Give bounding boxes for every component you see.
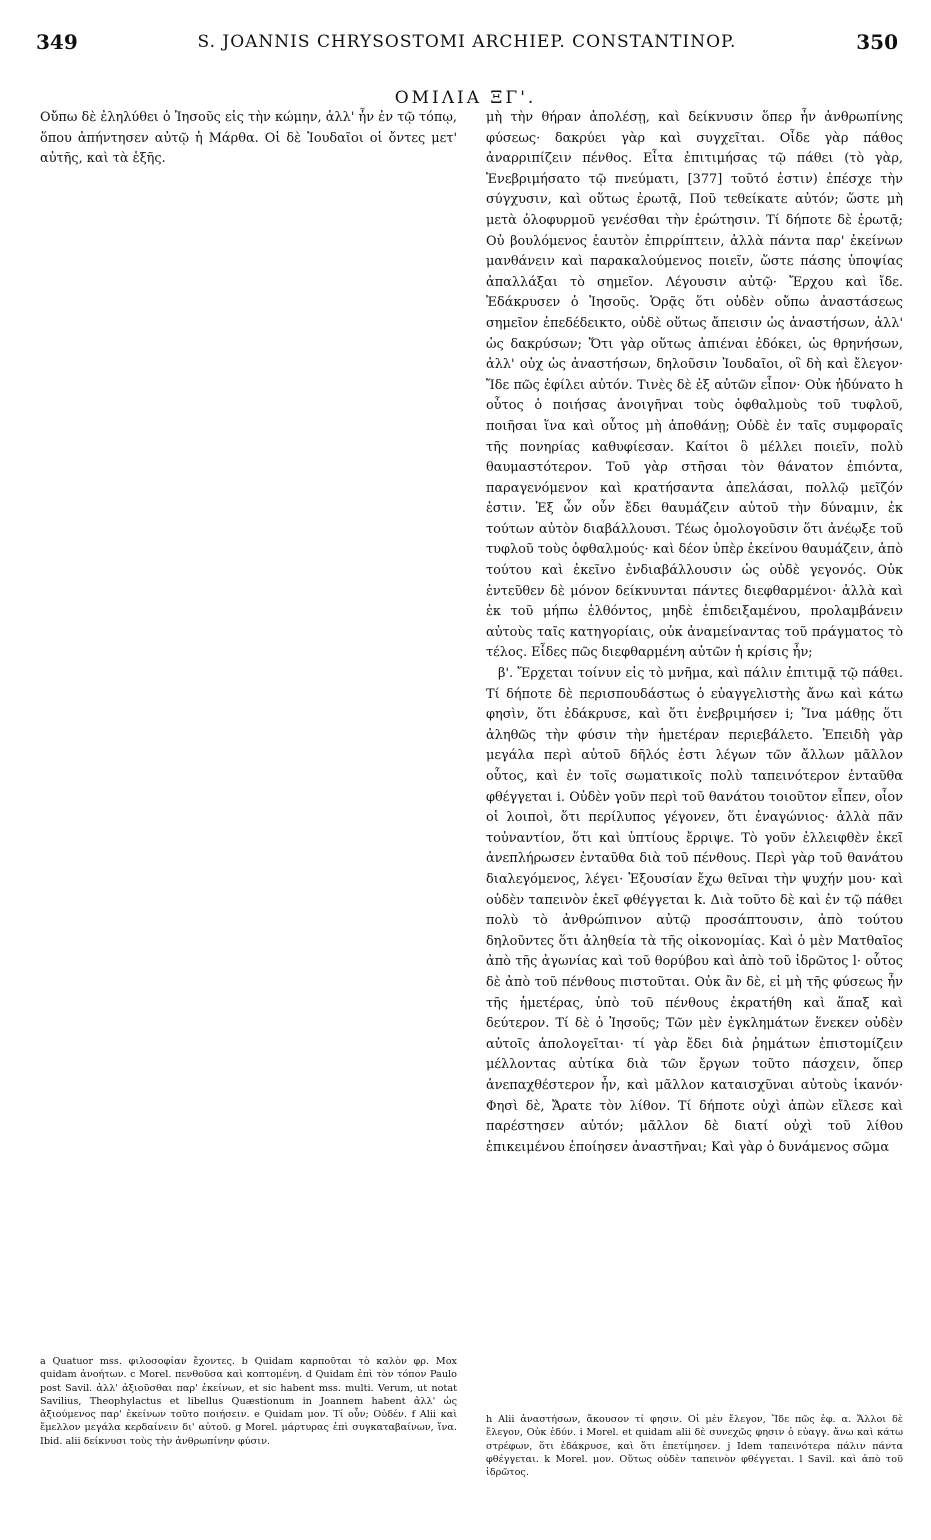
running-title: S. JOANNIS CHRYSOSTOMI ARCHIEP. CONSTANTINOP. <box>197 32 737 52</box>
left-column <box>40 108 457 170</box>
right-paragraph-2: β'. Ἔρχεται τοίνυν εἰς τὸ μνῆμα, καὶ πάλιν ἐπιτιμᾷ τῷ πάθει. Τί δήποτε δὲ περισπουδάστως ὁ εὐαγγελιστὴς ἄνω καὶ κάτω φησὶν, ὅτι ἐδάκρυσε, καὶ ὅτι ἐνεβριμήσεν i; Ἵνα μάθῃς ὅτι ἀληθῶς τὴν φύσιν τὴν ἡμετέραν περιεβάλετο. Ἐπειδὴ γὰρ μεγάλα περὶ αὐτοῦ δῆλός ἐστι λέγων τῶν ἄλλων μᾶλλον οὗτος, καὶ ἐν τοῖς σωματικοῖς πολὺ ταπεινότερον ἐνταῦθα φθέγγεται i. Οὐδὲν γοῦν περὶ τοῦ θανάτου τοιοῦτον εἶπεν, οἷον οἱ λοιποὶ, ὅτι περίλυπος γέγονεν, ὅτι ἐναγώνιος· ἀλλὰ πᾶν τοὐναντίον, ὅτι καὶ ὑπτίους ἔρριψε. Τὸ γοῦν ἐλλειφθὲν ἐκεῖ ἀνεπλήρωσεν ἐνταῦθα διὰ τοῦ πένθους. Περὶ γὰρ τοῦ θανάτου διαλεγόμενος, λέγει· Ἐξουσίαν ἔχω θεῖναι τὴν ψυχήν μου· καὶ οὐδὲν ταπεινὸν ἐκεῖ φθέγγεται k. Διὰ τοῦτο δὲ καὶ ἐν τῷ πάθει πολὺ τὸ ἀνθρώπινον αὐτῷ προσάπτουσιν, ἀπὸ τούτου δηλοῦντες ὅτι ἀληθεία τὰ τῆς οἰκονομίας. Καὶ ὁ μὲν Ματθαῖος ἀπὸ τῆς ἀγωνίας καὶ τοῦ θορύβου καὶ ἀπὸ τοῦ ἱδρῶτος l· οὗτος δὲ ἀπὸ τοῦ πένθους πιστοῦται. Οὐκ ἂν δὲ, εἰ μὴ τῆς φύσεως ἦν τῆς ἡμετέρας, ὑπὸ τοῦ πένθους ἐκρατήθη καὶ ἅπαξ καὶ δεύτερον. Τί δὲ ὁ Ἰησοῦς; Τῶν μὲν ἐγκλημάτων ἕνεκεν οὐδὲν αὐτοῖς ἀπολογεῖται· τί γὰρ ἔδει διὰ ῥημάτων ἐπιστομίζειν μέλλοντας αὐτίκα διὰ τῶν ἔργων τοῦτο πάσχειν, ὅπερ ἀνεπαχθέστερον ἦν, καὶ μᾶλλον καταισχῦναι αὐτοὺς ἱκανόν· Φησὶ δὲ, Ἄρατε τὸν λίθον. Τί δήποτε οὐχὶ ἀπὼν εἴλεσε καὶ παρέστησεν αὐτόν; μᾶλλον δὲ διατί οὐχὶ τοῦ λίθου ἐπικειμένου ἐποίησεν ἀναστῆναι; Καὶ γὰρ ὁ δυνάμενος σῶμα <box>486 666 903 1155</box>
footnote-block-right: h Alii ἀναστήσων, ἄκουσον τί φησιν. Οἱ μὲν ἔλεγον, Ἴδε πῶς ἐφ. α. Ἄλλοι δὲ ἔλεγον, Οὐκ ἐδύν. i Morel. et quidam alii δὲ συνεχῶς φησιν ὁ εὐαγγ. ἄνω καὶ κάτω στρέφων, ὅτι ἐδάκρυσε, καὶ ὅτι ἐπετίμησεν. j Idem ταπεινότερα πάλιν πάντα φθέγγεται. k Morel. μον. Οὕτως οὐδὲν ταπεινὸν φθέγγεται. l Savil. καὶ ἀπὸ τοῦ ἱδρῶτος. <box>486 1414 903 1479</box>
footnote-block-left: a Quatuor mss. φιλοσοφίαν ἔχοντες. b Quidam καρποῦται τὸ καλὸν φρ. Mox quidam ἀνοήτων. c Morel. πενθοῦσα καὶ κοπτομένη. d Quidam ἐπὶ τὸν τόπον Paulo post Savil. ἀλλ' ἀξιοῦσθαι παρ' ἐκείνων, et sic habent mss. multi. Verum, ut notat Savilius, Theophylactus et libellus Quæstionum in Joannem habent ἀλλ' ὡς ἀξιούμενος παρ' ἐκείνων τοῦτο ποιήσειν. e Quidam μον. Τί οὖν; Οὐδέν. f Alii καὶ ἔμελλον μεγάλα κερδαίνειν δι' αὐτοῦ. g Morel. μάρτυρας ἐπὶ συγκαταβαίνων, ἵνα. Ibid. alii δείκνυσι τοὺς τὴν ἀνθρωπίνην φύσιν. <box>40 1356 457 1447</box>
left-paragraph-1: Οὔπω δὲ ἐληλύθει ὁ Ἰησοῦς εἰς τὴν κώμην, ἀλλ' ἦν ἐν τῷ τόπῳ, ὅπου ἀπήντησεν αὐτῷ ἡ Μάρθα. Οἱ δὲ Ἰουδαῖοι οἱ ὄντες μετ' αὐτῆς, καὶ τὰ ἑξῆς. <box>40 110 457 167</box>
right-column <box>486 108 903 1158</box>
footnotes-left <box>40 1355 457 1448</box>
homily-title: ΟΜΙΛΙΑ ΞΓ'. <box>394 88 537 108</box>
right-paragraph-1: μὴ τὴν θήραν ἀπολέσῃ, καὶ δείκνυσιν ὅπερ ἦν ἀνθρωπίνης φύσεως· δακρύει γὰρ καὶ συγχεῖται. Οἶδε γὰρ πάθος ἀναρριπίζειν πένθος. Εἶτα ἐπιτιμήσας τῷ πάθει (τὸ γὰρ, Ἐνεβριμήσατο τῷ πνεύματι, [377] τοῦτό ἐστιν) ἐπέσχε τὴν σύγχυσιν, καὶ οὕτως ἐρωτᾷ, Ποῦ τεθείκατε αὐτόν; ὥστε μὴ μετὰ ὀλοφυρμοῦ γενέσθαι τὴν ἐρώτησιν. Τί δήποτε δὲ ἐρωτᾷ; Οὐ βουλόμενος ἑαυτὸν ἐπιρρίπτειν, ἀλλὰ πάντα παρ' ἐκείνων μανθάνειν καὶ παρακαλούμενος ποιεῖν, ὥστε πάσης ὑποψίας ἀπαλλάξαι τὸ σημεῖον. Λέγουσιν αὐτῷ· Ἔρχου καὶ ἴδε. Ἐδάκρυσεν ὁ Ἰησοῦς. Ὁρᾷς ὅτι οὐδὲν οὔπω ἀναστάσεως σημεῖον ἐπεδέδεικτο, οὐδὲ οὕτως ἄπεισιν ὡς ἀναστήσων, ἀλλ' ὡς δακρύσων; Ὅτι γὰρ οὕτως ἀπιέναι ἐδόκει, ὡς θρηνήσων, ἀλλ' οὐχ ὡς ἀναστήσων, δηλοῦσιν Ἰουδαῖοι, οἳ δὴ καὶ ἔλεγον· Ἴδε πῶς ἐφίλει αὐτόν. Τινὲς δὲ ἐξ αὐτῶν εἶπον· Οὐκ ἠδύνατο h οὗτος ὁ ποιήσας ἀνοιγῆναι τοὺς ὀφθαλμοὺς τοῦ τυφλοῦ, ποιῆσαι ἵνα καὶ οὗτος μὴ ἀποθάνῃ; Οὐδὲ ἐν ταῖς συμφοραῖς τῆς πονηρίας καθυφίεσαν. Καίτοι ὃ μέλλει ποιεῖν, πολὺ θαυμαστότερον. Τοῦ γὰρ στῆσαι τὸν θάνατον ἐπιόντα, παραγενόμενον καὶ κρατήσαντα ἀπελάσαι, πολλῷ μεῖζόν ἐστιν. Ἐξ ὧν οὖν ἔδει θαυμάζειν αὐτοῦ τὴν δύναμιν, ἐκ τούτων αὐτὸν διαβάλλουσι. Τέως ὁμολογοῦσιν ὅτι ἀνέῳξε τοῦ τυφλοῦ τοὺς ὀφθαλμούς· καὶ δέον ὑπὲρ ἐκείνου θαυμάζειν, ἀπὸ τούτου καὶ ἐκεῖνο ἐνδιαβάλλουσιν ὡς οὐδὲ γεγονός. Οὐκ ἐντεῦθεν δὲ μόνον δείκνυνται πάντες διεφθαρμένοι· ἀλλὰ καὶ ἐκ τοῦ μήπω ἐλθόντος, μηδὲ ἐπιδειξαμένου, προλαμβάνειν αὐτοὺς ταῖς κατηγορίαις, οὐκ ἀναμείναντας τοῦ πράγματος τὸ τέλος. Εἶδες πῶς διεφθαρμένη αὐτῶν ἡ κρίσις ἦν; <box>486 110 903 661</box>
page-header <box>36 30 898 60</box>
page-number-left: 349 <box>36 30 78 54</box>
page-number-right: 350 <box>856 30 898 54</box>
footnotes-right <box>486 1413 903 1479</box>
